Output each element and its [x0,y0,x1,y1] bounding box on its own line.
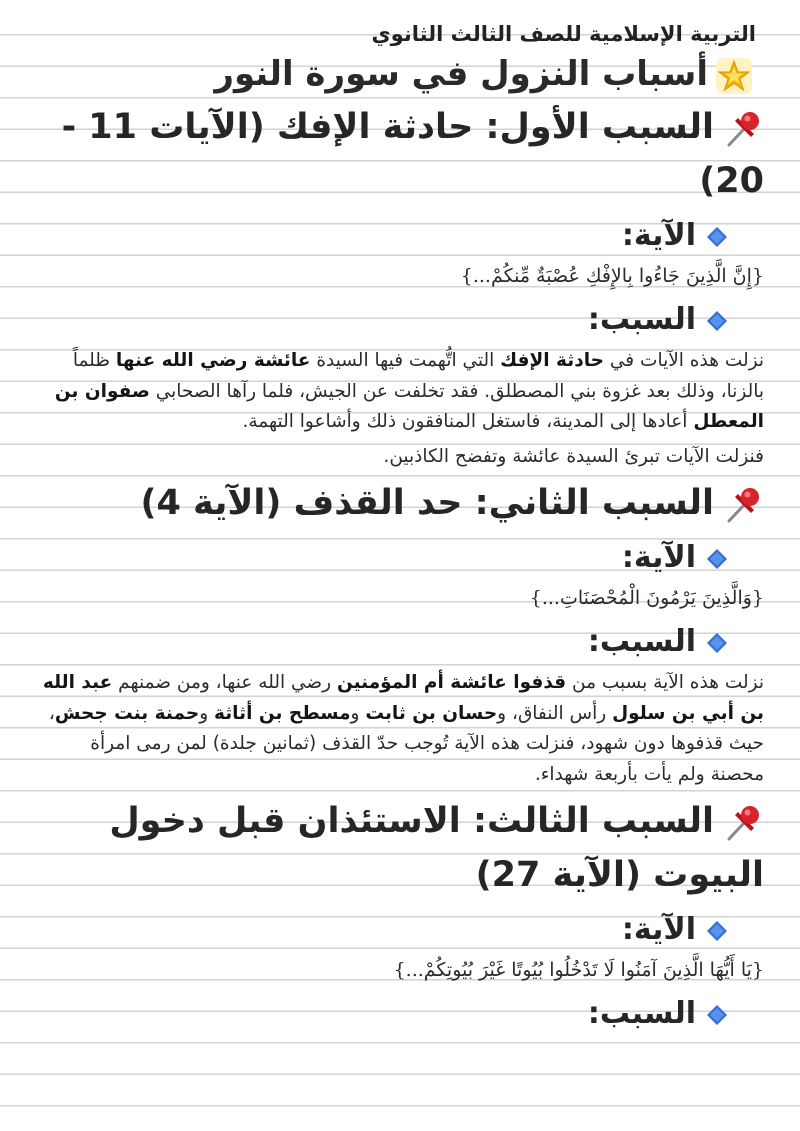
section-2-title [40,476,764,530]
section-1-reason-heading [40,298,728,342]
text-run: ، حيث قذفوها دون شهود، فنزلت هذه الآية تُوجب حدّ القذف (ثمانين جلدة) لمن رمى امرأة محصنة ولم يأت بأربعة شهداء. [48,702,764,785]
section-2-reason-heading-text: السبب: [587,624,696,659]
bold-term: حادثة الإفك [500,350,604,371]
section-3-reason-heading-text: السبب: [587,996,696,1031]
blue-diamond-icon [706,920,728,942]
section-1-title [40,100,764,208]
bold-term: صفوان بن المعطل [54,380,764,432]
text-run: و [199,702,215,724]
pushpin-icon [724,484,764,524]
section-2-verse: {وَالَّذِينَ يَرْمُونَ الْمُحْصَنَاتِ...} [529,587,764,609]
section-3-verse-heading-text: الآية: [621,912,696,947]
section-2-reason-paragraph [40,668,764,790]
bold-term: عبد الله بن أبي بن سلول [42,672,764,724]
section-2-title-text: السبب الثاني: حد القذف (الآية 4) [140,483,714,523]
section-1-title-text: السبب الأول: حادثة الإفك (الآيات 11 - 20) [61,107,764,201]
text-run: نزلت هذه الآية بسبب من [566,672,764,693]
section-3-verse: {يَا أَيُّهَا الَّذِينَ آمَنُوا لَا تَدْخُلُوا بُيُوتًا غَيْرَ بُيُوتِكُمْ...} [393,959,764,981]
pushpin-icon [724,108,764,148]
blue-diamond-icon [706,632,728,654]
bold-term: عائشة رضي الله عنها [115,350,311,371]
section-1-reason-heading-text: السبب: [587,302,696,337]
section-1-conclusion: فنزلت الآيات تبرئ السيدة عائشة وتفضح الكاذبين. [383,445,764,467]
section-1-verse-heading [40,214,728,258]
section-2-verse-heading-text: الآية: [621,540,696,575]
page-title [40,52,752,96]
section-1-verse-heading-text: الآية: [621,218,696,253]
page-title-text: أسباب النزول في سورة النور [214,54,708,94]
bold-term: مسطح بن أثاثة [214,702,351,724]
text-run: نزلت هذه الآيات في [604,350,764,371]
star-icon [716,58,752,94]
text-run: رضي الله عنها، ومن ضمنهم [112,672,337,693]
text-run: أعادها إلى المدينة، فاستغل المنافقون ذلك وأشاعوا التهمة. [242,411,694,432]
blue-diamond-icon [706,548,728,570]
section-3-reason-heading [40,992,728,1036]
text-run: التي اتُّهمت فيها السيدة [310,350,501,371]
bold-term: قذفوا عائشة أم المؤمنين [336,672,567,693]
text-run: رأس النفاق، و [497,702,613,724]
bold-term: حسان بن ثابت [365,702,498,724]
text-run: و [350,702,366,724]
blue-diamond-icon [706,310,728,332]
course-title: التربية الإسلامية للصف الثالث الثانوي [371,22,756,46]
section-2-reason-heading [40,620,728,664]
section-1-reason-paragraph [40,346,764,438]
blue-diamond-icon [706,1004,728,1026]
section-3-verse-heading [40,908,728,952]
text-run: ظلماً بالزنا، وذلك بعد غزوة بني المصطلق. فقد تخلفت عن الجيش، فلما رآها الصحابي [72,350,764,402]
blue-diamond-icon [706,226,728,248]
section-3-title [40,794,764,902]
section-3-title-text: السبب الثالث: الاستئذان قبل دخول البيوت (الآية 27) [109,801,764,895]
section-1-verse: {إِنَّ الَّذِينَ جَاءُوا بِالإِفْكِ عُصْبَةٌ مِّنكُمْ...} [460,265,764,287]
section-2-verse-heading [40,536,728,580]
pushpin-icon [724,802,764,842]
bold-term: حمنة بنت جحش [54,702,200,724]
